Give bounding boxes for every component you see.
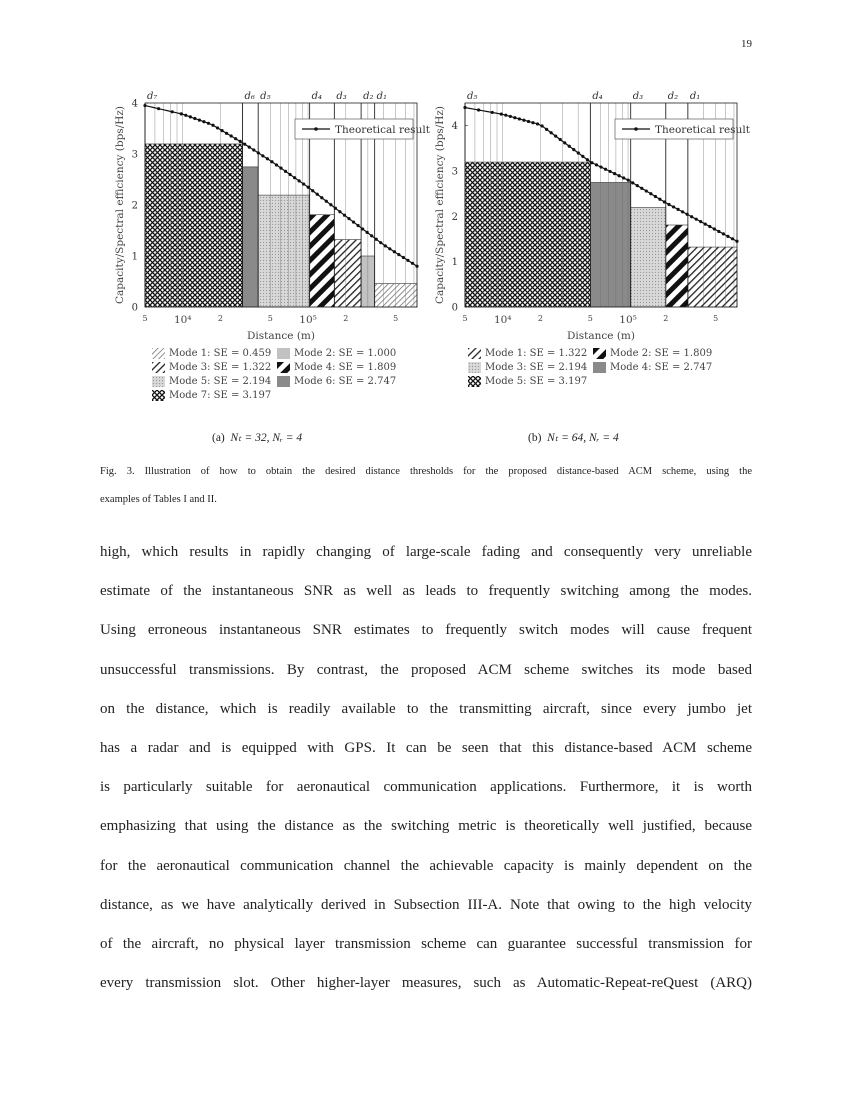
legend-label: Mode 2: SE = 1.809 [610,348,713,359]
legend-label: Mode 7: SE = 3.197 [169,390,272,401]
legend-label: Mode 3: SE = 2.194 [485,362,588,373]
curve-marker [193,117,196,120]
curve-marker [207,122,210,125]
swatch-dark-icon [277,376,290,387]
curve-marker [590,161,593,164]
legend-item-mode5 [152,376,271,387]
curve-marker [293,176,296,179]
curve-marker [708,225,711,228]
curve-marker [477,108,480,111]
x-tick-label: 2 [217,314,224,323]
x-tick-label: 5 [587,314,593,323]
threshold-label: d₅ [260,91,271,102]
curve-marker [699,220,702,223]
body-line: unsuccessful transmissions. By contrast, the proposed ACM scheme switches its mode based [100,661,752,678]
curve-marker [654,195,657,198]
bar-mode-7 [145,144,243,307]
curve-marker [279,167,282,170]
curve-marker [545,128,548,131]
curve-marker [726,235,729,238]
curve-marker [636,184,639,187]
curve-marker [270,160,273,163]
curve-marker [667,203,670,206]
legend-a [152,348,412,408]
curve-marker [211,124,214,127]
body-line: high, which results in rapidly changing of large-scale fading and consequently very unreliable [100,544,752,560]
legend-label: Mode 4: SE = 1.809 [294,362,397,373]
curve-marker [627,179,630,182]
curve-marker [266,157,269,160]
curve-marker [713,227,716,230]
threshold-label: d₃ [336,91,347,102]
y-tick-label: 0 [451,302,458,314]
curve-marker [288,173,291,176]
threshold-label: d₁ [689,91,701,102]
legend-item-mode5 [468,376,587,387]
threshold-label: d₄ [311,91,323,102]
x-tick-label: 5 [267,314,273,323]
figure-caption [100,458,752,514]
curve-marker [500,112,503,115]
subcaption-label: (a) [212,432,225,444]
curve-marker [248,146,251,149]
caption-line: Fig. 3. Illustration of how to obtain the desired distance thresholds for the proposed distance-based ACM scheme, using the [100,466,752,477]
chart-b [420,85,750,350]
y-axis-label: Capacity/Spectral efficiency (bps/Hz) [434,105,446,305]
swatch-cross-icon [152,390,165,401]
body-line: has a radar and is equipped with GPS. It can be seen that this distance-based ACM scheme [100,740,752,757]
y-tick-label: 2 [131,200,138,212]
bar-mode-3 [334,240,361,307]
legend-item-mode3 [468,362,587,373]
curve-marker [384,244,387,247]
curve-marker [157,107,160,110]
body-paragraph [100,533,752,1003]
legend-label: Mode 4: SE = 2.747 [610,362,713,373]
bar-mode-6 [243,167,259,307]
curve-marker [361,227,364,230]
curve-marker [586,158,589,161]
curve-marker [220,129,223,132]
y-tick-label: 1 [451,257,458,269]
curve-marker [252,148,255,151]
curve-marker [463,106,466,109]
curve-marker [645,189,648,192]
curve-marker [681,210,684,213]
swatch-light-icon [277,348,290,359]
curve-marker [298,179,301,182]
page-number: 19 [741,38,752,50]
curve-marker [370,234,373,237]
curve-marker [234,137,237,140]
curve-marker [198,119,201,122]
body-line: estimate of the instantaneous SNR as well as leads to frequently switching among the modes. [100,583,752,600]
curve-marker [411,262,414,265]
y-tick-label: 3 [131,149,138,161]
curve-marker [284,170,287,173]
curve-marker [375,238,378,241]
subcaption-math: Nₜ = 32, Nᵣ = 4 [230,432,303,444]
legend-label: Mode 3: SE = 1.322 [169,362,272,373]
swatch-hair-icon [152,348,165,359]
threshold-label: d₂ [667,91,679,102]
y-tick-label: 2 [451,211,458,223]
legend-item-mode3 [152,362,271,373]
legend-text: Theoretical result [335,124,430,136]
threshold-label: d₆ [244,91,255,102]
legend-label: Mode 5: SE = 2.194 [169,376,272,387]
curve-marker [568,145,571,148]
caption-line: examples of Tables I and II. [100,494,217,505]
curve-marker [581,155,584,158]
swatch-thick-icon [277,362,290,373]
body-line: distance, as we have analytically derived in Subsection III-A. Note that owing to the high velocity [100,896,752,913]
curve-marker [393,250,396,253]
curve-marker [649,192,652,195]
curve-marker [522,119,525,122]
curve-marker [189,115,192,118]
curve-marker [239,140,242,143]
curve-marker [518,117,521,120]
body-line: Using erroneous instantaneous SNR estimates to frequently switch modes will cause frequent [100,622,752,639]
y-axis-label: Capacity/Spectral efficiency (bps/Hz) [114,105,126,305]
bar-mode-2 [666,225,688,307]
curve-marker [672,205,675,208]
curve-marker [559,138,562,141]
curve-marker [695,218,698,221]
x-axis-label: Distance (m) [247,330,315,342]
body-line: for the aeronautical communication channel the achievable capacity is mainly dependent on the [100,857,752,874]
threshold-label: d₄ [592,91,603,102]
legend-label: Mode 2: SE = 1.000 [294,348,397,359]
curve-marker [686,213,689,216]
curve-marker [618,174,621,177]
legend-item-mode7 [152,390,271,401]
legend-marker [314,127,318,131]
curve-marker [171,110,174,113]
curve-marker [225,132,228,135]
bar-mode-4 [310,215,335,307]
bar-mode-5 [465,162,590,307]
legend-item-mode1 [152,348,271,359]
curve-marker [595,163,598,166]
swatch-dots-icon [468,362,481,373]
curve-marker [379,241,382,244]
curve-marker [366,231,369,234]
y-tick-label: 1 [131,251,138,263]
curve-marker [184,114,187,117]
curve-marker [536,122,539,125]
curve-marker [343,214,346,217]
legend-item-mode6 [277,376,396,387]
curve-marker [338,210,341,213]
legend-label: Mode 6: SE = 2.747 [294,376,397,387]
curve-marker [527,120,530,123]
curve-marker [513,116,516,119]
legend-marker [634,127,638,131]
curve-marker [261,154,264,157]
curve-marker [658,198,661,201]
bar-mode-3 [631,208,666,307]
subcaption-math: Nₜ = 64, Nᵣ = 4 [547,432,619,444]
x-tick-label: 2 [343,314,349,323]
curve-marker [302,182,305,185]
curve-marker [676,208,679,211]
curve-marker [243,143,246,146]
legend-item-mode4 [593,362,712,373]
legend-item-mode4 [277,362,396,373]
legend-label: Mode 1: SE = 1.322 [485,348,588,359]
curve-marker [704,222,707,225]
curve-marker [320,196,323,199]
curve-marker [311,189,314,192]
y-tick-label: 4 [451,121,458,133]
legend-text: Theoretical result [655,124,750,136]
curve-marker [216,126,219,129]
subcaption-label: (b) [528,432,542,444]
x-axis-label: Distance (m) [567,330,635,342]
curve-marker [356,224,359,227]
swatch-thin-icon [152,362,165,373]
x-tick-label: 10⁵ [619,314,637,326]
curve-marker [491,111,494,114]
threshold-label: d₇ [147,91,158,102]
legend-label: Mode 1: SE = 0.459 [169,348,272,359]
curve-marker [550,131,553,134]
curve-marker [604,168,607,171]
swatch-thick-icon [593,348,606,359]
chart-a [100,85,430,350]
curve-marker [388,247,391,250]
curve-marker [690,215,693,218]
curve-marker [402,256,405,259]
x-tick-label: 10⁴ [173,314,192,326]
subcaption-a [212,430,302,444]
body-line: of the aircraft, no physical layer transmission scheme can guarantee successful transmission for [100,936,752,953]
curve-marker [717,230,720,233]
curve-marker [307,186,310,189]
threshold-label: d₁ [376,91,388,102]
curve-marker [325,200,328,203]
legend-b [468,348,738,394]
x-tick-label: 5 [713,314,719,323]
body-line: is particularly suitable for aeronautical communication applications. Furthermore, it is worth [100,779,752,796]
x-tick-label: 5 [142,314,148,323]
body-line: emphasizing that using the distance as the switching metric is theoretically well justified, because [100,818,752,835]
bar-mode-5 [258,195,309,307]
curve-marker [540,124,543,127]
curve-marker [608,170,611,173]
swatch-dark-icon [593,362,606,373]
curve-marker [554,134,557,137]
swatch-thin-icon [468,348,481,359]
y-tick-label: 3 [451,166,458,178]
curve-marker [329,203,332,206]
threshold-label: d₂ [363,91,374,102]
subcaption-b [528,430,619,444]
body-line: on the distance, which is readily available to the transmitting aircraft, since every jumbo jet [100,700,752,717]
curve-marker [347,217,350,220]
body-line: every transmission slot. Other higher-layer measures, such as Automatic-Repeat-reQuest (ARQ) [100,975,752,992]
curve-marker [613,172,616,175]
bar-mode-1 [688,247,737,307]
curve-marker [397,253,400,256]
x-tick-label: 5 [393,314,399,323]
curve-marker [415,265,418,268]
threshold-label: d₃ [632,91,644,102]
swatch-cross-icon [468,376,481,387]
curve-marker [563,141,566,144]
x-tick-label: 2 [537,314,544,323]
curve-marker [735,240,738,243]
curve-marker [622,176,625,179]
curve-marker [663,200,666,203]
curve-marker [257,151,260,154]
bar-mode-4 [590,182,630,307]
x-tick-label: 10⁵ [299,314,317,326]
curve-marker [509,115,512,118]
curve-marker [334,207,337,210]
curve-marker [722,232,725,235]
swatch-dots-icon [152,376,165,387]
legend-item-mode1 [468,348,587,359]
x-tick-label: 2 [663,314,669,323]
threshold-label: d₅ [467,91,478,102]
x-tick-label: 5 [462,314,468,323]
curve-marker [640,187,643,190]
y-tick-label: 4 [131,98,138,110]
curve-marker [599,165,602,168]
curve-marker [577,151,580,154]
curve-marker [406,259,409,262]
curve-marker [180,112,183,115]
curve-marker [275,163,278,166]
curve-marker [731,237,734,240]
x-tick-label: 10⁴ [493,314,512,326]
y-tick-label: 0 [131,302,138,314]
legend-label: Mode 5: SE = 3.197 [485,376,588,387]
curve-marker [352,220,355,223]
curve-marker [230,134,233,137]
curve-marker [572,148,575,151]
legend-item-mode2 [277,348,396,359]
curve-marker [202,120,205,123]
legend-item-mode2 [593,348,712,359]
curve-marker [143,104,146,107]
curve-marker [504,114,507,117]
curve-marker [631,181,634,184]
curve-marker [316,193,319,196]
curve-marker [531,121,534,124]
